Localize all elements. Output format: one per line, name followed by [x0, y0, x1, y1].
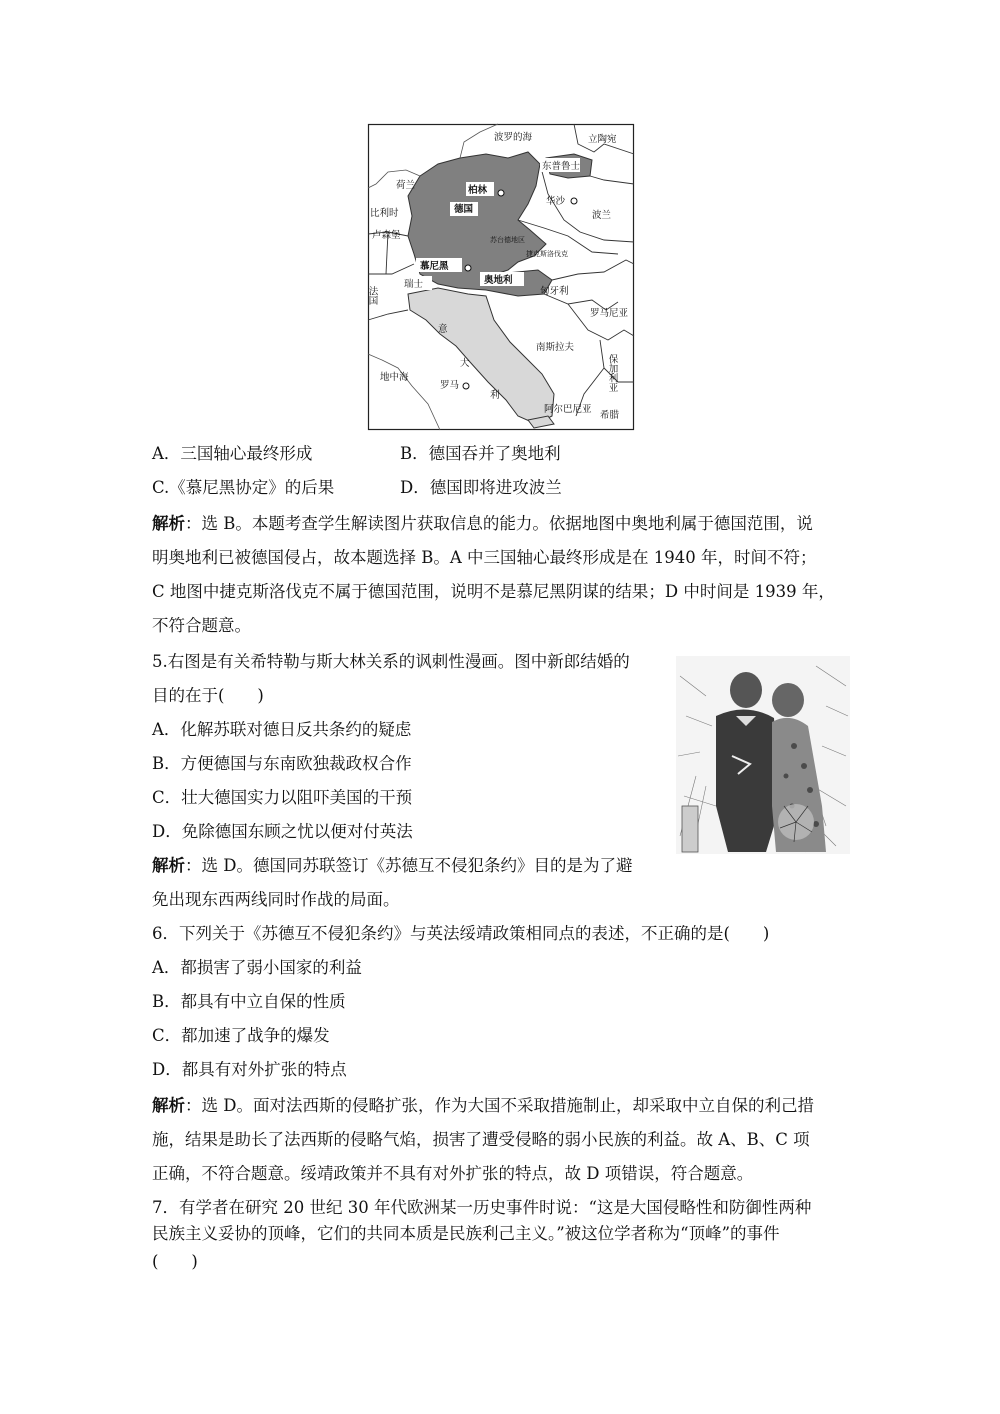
- q6-option-a: A．都损害了弱小国家的利益: [152, 958, 362, 977]
- q4-analysis-line-2: 明奥地利已被德国侵占，故本题选择 B。A 中三国轴心最终形成是在 1940 年，时间不符；: [152, 548, 817, 567]
- q6-option-d: D．都具有对外扩张的特点: [152, 1060, 347, 1079]
- q4-option-d: D．德国即将进攻波兰: [400, 478, 562, 497]
- label-italy-3: 利: [490, 390, 500, 401]
- q6-analysis-line-2: 施，结果是助长了法西斯的侵略气焰，损害了遭受侵略的弱小民族的利益。故 A、B、C 项: [152, 1130, 810, 1149]
- label-netherlands: 荷兰: [396, 180, 416, 191]
- label-lithuania: 立陶宛: [588, 134, 617, 145]
- label-belgium: 比利时: [370, 208, 399, 219]
- label-poland: 波兰: [592, 210, 612, 221]
- munich-dot: [465, 265, 471, 271]
- label-sudetenland: 苏台德地区: [490, 236, 525, 244]
- label-rome: 罗马: [440, 380, 460, 391]
- q4-analysis-line-1: 解析：选 B。本题考查学生解读图片获取信息的能力。依据地图中奥地利属于德国范围，说: [152, 514, 813, 533]
- q6-analysis-line-3: 正确，不符合题意。绥靖政策并不具有对外扩张的特点，故 D 项错误，符合题意。: [152, 1164, 754, 1183]
- label-east-prussia: 东普鲁士: [542, 161, 581, 172]
- label-mediterranean: 地中海: [380, 372, 409, 383]
- label-yugoslavia: 南斯拉夫: [536, 342, 575, 353]
- label-greece: 希腊: [600, 410, 620, 421]
- label-switzerland: 瑞士: [404, 279, 424, 290]
- label-berlin: 柏林: [468, 185, 488, 196]
- label-albania: 阿尔巴尼亚: [544, 404, 592, 415]
- q5-analysis-line-1: 解析：选 D。德国同苏联签订《苏德互不侵犯条约》目的是为了避: [152, 856, 633, 875]
- q4-analysis-line-4: 不符合题意。: [152, 616, 251, 635]
- label-munich: 慕尼黑: [420, 261, 449, 272]
- label-austria: 奥地利: [484, 275, 513, 286]
- q6-analysis-line-1: 解析：选 D。面对法西斯的侵略扩张，作为大国不采取措施制止，却采取中立自保的利己措: [152, 1096, 814, 1115]
- q6-analysis-label: 解析: [152, 1096, 185, 1115]
- label-italy-2: 大: [460, 358, 470, 369]
- q5-analysis-line-2: 免出现东西两线同时作战的局面。: [152, 890, 400, 909]
- q7-stem-line-2: 民族主义妥协的顶峰，它们的共同本质是民族利己主义。”被这位学者称为“顶峰”的事件: [152, 1224, 780, 1243]
- q5-option-c: C．壮大德国实力以阻吓美国的干预: [152, 788, 413, 807]
- q4-option-a: A．三国轴心最终形成: [152, 444, 313, 463]
- satirical-cartoon-image: [676, 656, 850, 854]
- q6-stem: 6．下列关于《苏德互不侵犯条约》与英法绥靖政策相同点的表述，不正确的是( ): [152, 924, 770, 943]
- q7-stem-line-3: ( ): [152, 1252, 198, 1271]
- q5-option-d: D．免除德国东顾之忧以便对付英法: [152, 822, 413, 841]
- berlin-dot: [498, 190, 504, 196]
- q5-stem-line-2: 目的在于( ): [152, 686, 264, 705]
- label-germany: 德国: [454, 204, 474, 215]
- label-luxembourg: 卢森堡: [372, 230, 401, 241]
- q4-option-b: B．德国吞并了奥地利: [400, 444, 561, 463]
- q6-option-b: B．都具有中立自保的性质: [152, 992, 346, 1011]
- q4-analysis-line-3: C 地图中捷克斯洛伐克不属于德国范围，说明不是慕尼黑阴谋的结果；D 中时间是 1939 年，: [152, 582, 835, 601]
- label-baltic: 波罗的海: [494, 132, 533, 143]
- q4-option-c: C.《慕尼黑协定》的后果: [152, 478, 335, 497]
- q5-stem-line-1: 5.右图是有关希特勒与斯大林关系的讽刺性漫画。图中新郎结婚的: [152, 652, 630, 671]
- label-france: 法国: [366, 286, 378, 305]
- rome-dot: [463, 383, 469, 389]
- label-romania: 罗马尼亚: [590, 308, 629, 319]
- label-bulgaria: 保加利亚: [606, 354, 618, 392]
- q5-option-b: B．方便德国与东南欧独裁政权合作: [152, 754, 412, 773]
- label-hungary: 匈牙利: [540, 286, 569, 297]
- warsaw-dot: [571, 198, 577, 204]
- q5-analysis-label: 解析: [152, 856, 185, 875]
- q6-option-c: C．都加速了战争的爆发: [152, 1026, 330, 1045]
- europe-map: [368, 124, 634, 430]
- label-warsaw: 华沙: [546, 196, 566, 207]
- label-czechoslovakia: 捷克斯洛伐克: [526, 250, 568, 258]
- q7-stem-line-1: 7．有学者在研究 20 世纪 30 年代欧洲某一历史事件时说：“这是大国侵略性和防御性两种: [152, 1198, 812, 1217]
- q5-option-a: A．化解苏联对德日反共条约的疑虑: [152, 720, 412, 739]
- label-italy-1: 意: [438, 324, 448, 335]
- q4-analysis-label: 解析: [152, 514, 185, 533]
